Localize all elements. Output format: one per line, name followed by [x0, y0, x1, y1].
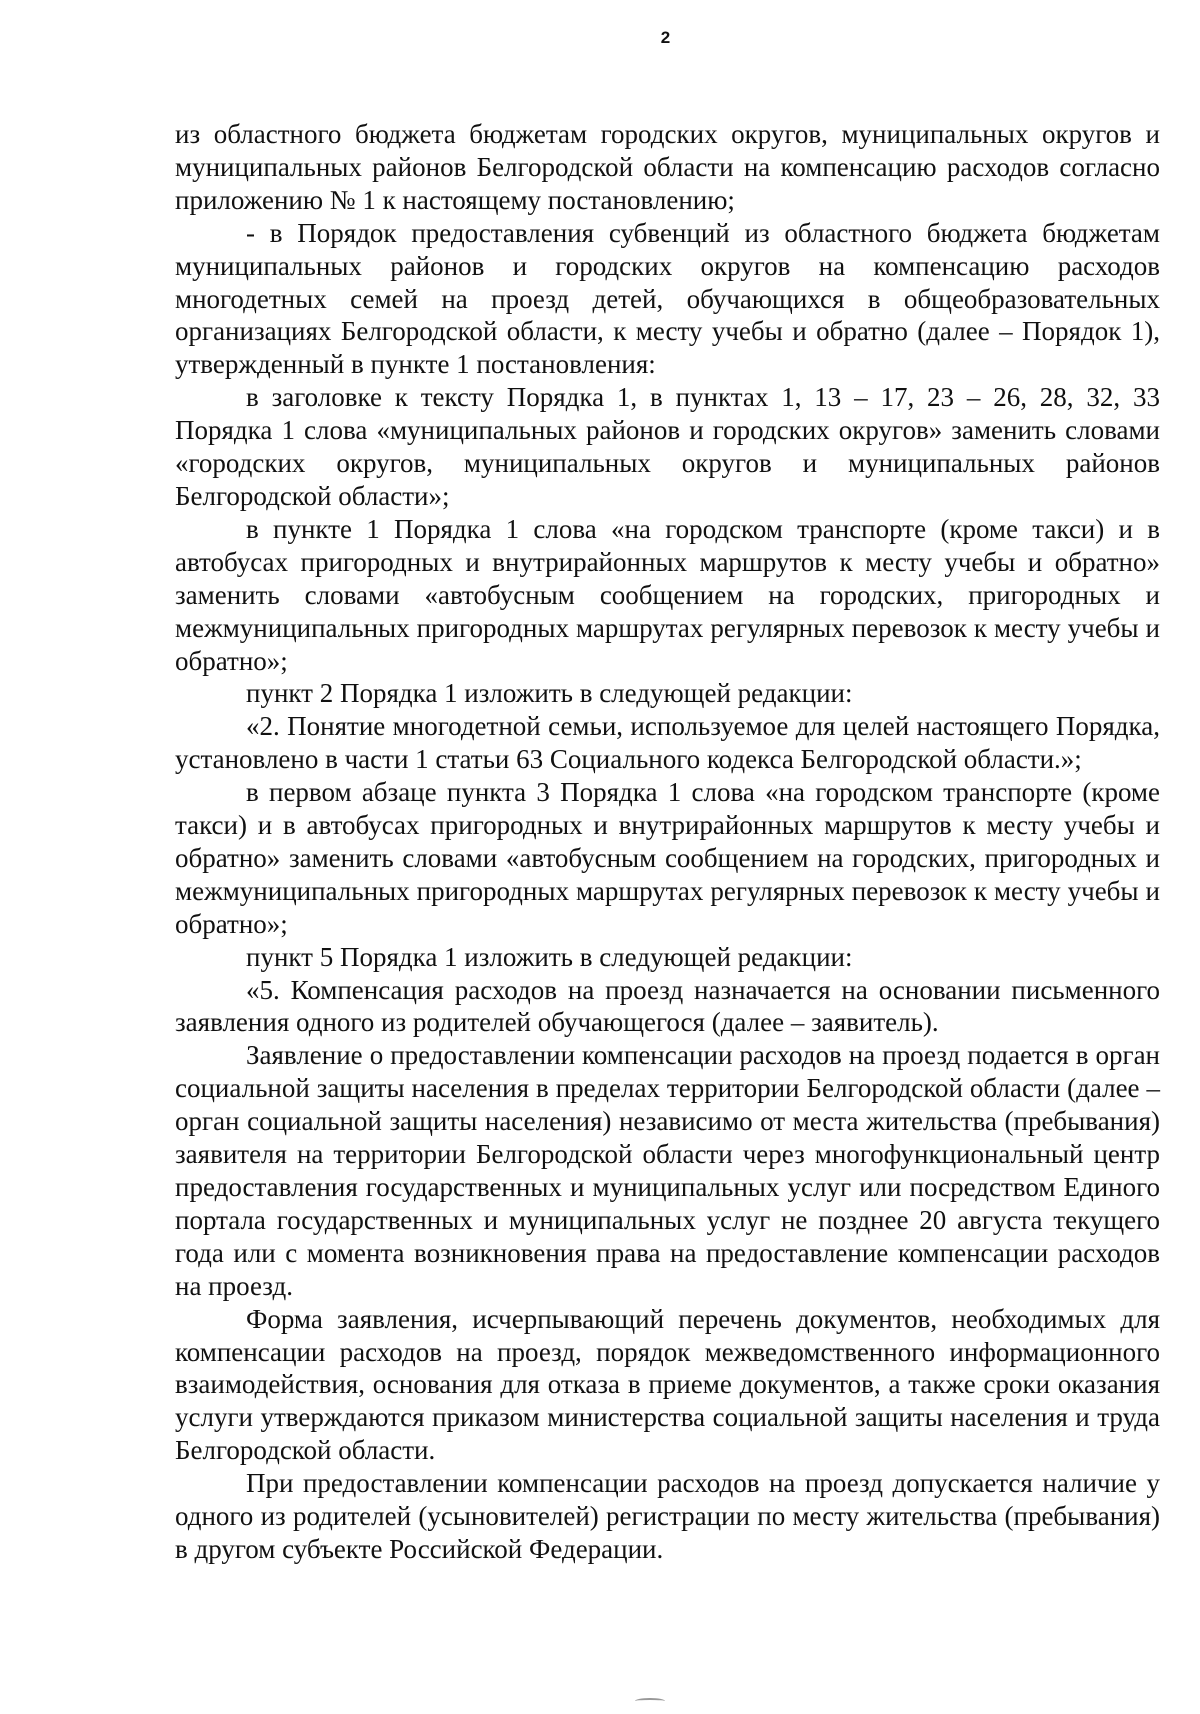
- paragraph: в пункте 1 Порядка 1 слова «на городском транспорте (кроме такси) и в автобусах пригородных и внутрирайонных маршрутов к месту учебы и обратно» заменить словами «автобусным сообщением на городских, пригородных и межмуниципальных пригородных маршрутах регулярных перевозок к месту учебы и обратно»;: [175, 513, 1160, 676]
- document-body: [175, 118, 1160, 1566]
- paragraph: - в Порядок предоставления субвенций из областного бюджета бюджетам муниципальных районов и городских округов на компенсацию расходов многодетных семей на проезд детей, обучающихся в общеобразовательных организациях Белгородской области, к месту учебы и обратно (далее – Порядок 1), утвержденный в пункте 1 постановления:: [175, 217, 1160, 380]
- scan-mark: [635, 1698, 665, 1704]
- paragraph: в первом абзаце пункта 3 Порядка 1 слова «на городском транспорте (кроме такси) и в автобусах пригородных и внутрирайонных маршрутов к месту учебы и обратно» заменить словами «автобусным сообщением на городских, пригородных и межмуниципальных пригородных маршрутах регулярных перевозок к месту учебы и обратно»;: [175, 777, 1160, 939]
- paragraph: Заявление о предоставлении компенсации расходов на проезд подается в орган социальной защиты населения в пределах территории Белгородской области (далее – орган социальной защиты населения) независимо от места жительства (пребывания) заявителя на территории Белгородской области через многофункциональный центр предоставления государственных и муниципальных услуг или посредством Единого портала государственных и муниципальных услуг не позднее 20 августа текущего года или с момента возникновения права на предоставление компенсации расходов на проезд.: [175, 1040, 1160, 1301]
- paragraph: «2. Понятие многодетной семьи, используемое для целей настоящего Порядка, установлено в части 1 статьи 63 Социального кодекса Белгородской области.»;: [175, 711, 1160, 775]
- page-number: 2: [660, 28, 671, 47]
- paragraph: Форма заявления, исчерпывающий перечень документов, необходимых для компенсации расходов на проезд, порядок межведомственного информационного взаимодействия, основания для отказа в приеме документов, а также сроки оказания услуги утверждаются приказом министерства социальной защиты населения и труда Белгородской области.: [175, 1303, 1160, 1466]
- paragraph: пункт 2 Порядка 1 изложить в следующей редакции:: [246, 678, 853, 709]
- paragraph: пункт 5 Порядка 1 изложить в следующей редакции:: [246, 941, 853, 972]
- paragraph: в заголовке к тексту Порядка 1, в пунктах 1, 13 – 17, 23 – 26, 28, 32, 33 Порядка 1 слова «муниципальных районов и городских округов» заменить словами «городских округов, муниципальных округов и муниципальных районов Белгородской области»;: [175, 382, 1160, 511]
- paragraph: «5. Компенсация расходов на проезд назначается на основании письменного заявления одного из родителей обучающегося (далее – заявитель).: [175, 974, 1160, 1038]
- paragraph: При предоставлении компенсации расходов на проезд допускается наличие у одного из родителей (усыновителей) регистрации по месту жительства (пребывания) в другом субъекте Российской Федерации.: [175, 1468, 1160, 1564]
- paragraph: из областного бюджета бюджетам городских округов, муниципальных округов и муниципальных районов Белгородской области на компенсацию расходов согласно приложению № 1 к настоящему постановлению;: [175, 119, 1160, 215]
